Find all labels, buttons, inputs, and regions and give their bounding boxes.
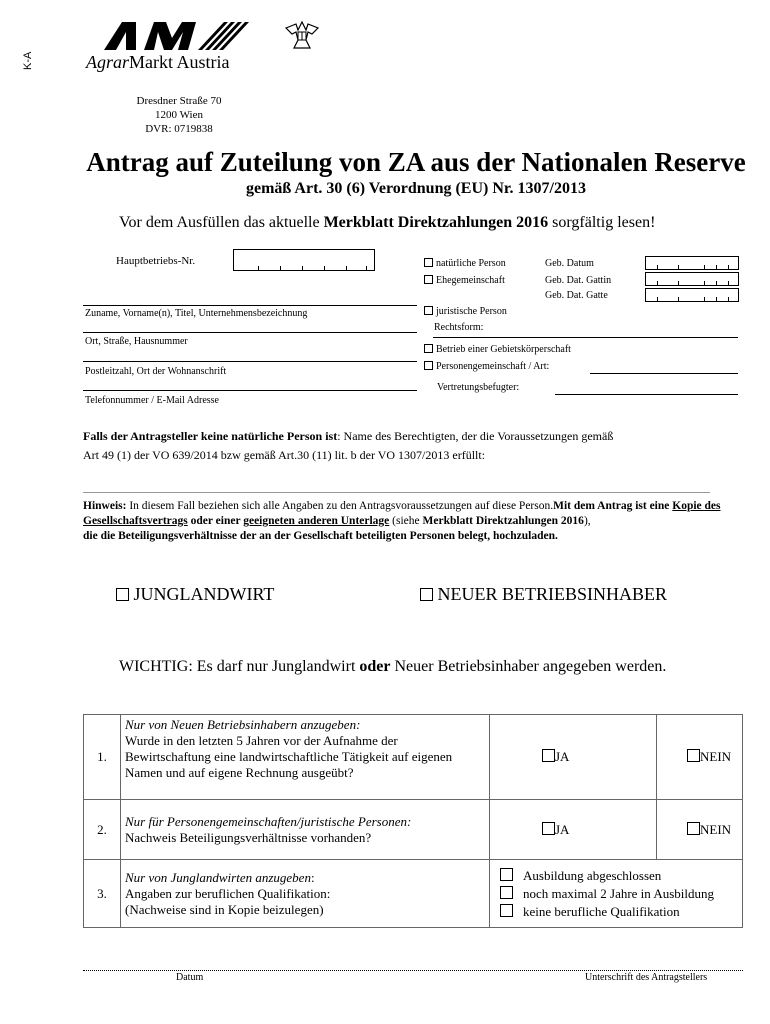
marriage-option[interactable]: Ehegemeinschaft (424, 275, 505, 286)
question-number: 2. (84, 800, 121, 860)
signature-label: Unterschrift des Antragstellers (585, 972, 708, 983)
birth-date-input[interactable] (645, 256, 739, 270)
checkbox-icon (687, 822, 700, 835)
neuer-betriebsinhaber-option[interactable]: NEUER BETRIEBSINHABER (420, 584, 667, 605)
question-text: Nur für Personengemeinschaften/juristische Personen: Nachweis Beteiligungsverhältnisse vorhanden? (121, 800, 490, 860)
address-street: Dresdner Straße 70 (136, 95, 222, 107)
question-text: Nur von Neuen Betriebsinhabern anzugeben: Wurde in den letzten 5 Jahren vor der Aufnahme der Bewirtschaftung eine landwirtschaftliche Tätigkeit auf eigenen Namen und auf eigene Rechnung ausgeübt? (121, 715, 490, 800)
birth-date-label: Geb. Datum (545, 258, 594, 269)
name-label: Zuname, Vorname(n), Titel, Unternehmensbezeichnung (85, 308, 308, 319)
question-number: 1. (84, 715, 121, 800)
street-label: Ort, Straße, Hausnummer (85, 336, 188, 347)
important-note: WICHTIG: Es darf nur Junglandwirt oder Neuer Betriebsinhaber angegeben werden. (119, 658, 667, 675)
questions-table (83, 714, 743, 928)
table-row (84, 860, 743, 928)
checkbox-icon (424, 306, 433, 315)
postal-line[interactable] (83, 361, 417, 362)
checkbox-icon (424, 344, 433, 353)
checkbox-icon[interactable] (420, 588, 433, 601)
austria-eagle-icon (282, 18, 322, 52)
hint-text: Hinweis: In diesem Fall beziehen sich alle Angaben zu den Antragsvoraussetzungen auf diese Person.Mit dem Antrag ist eine Kopie des Gesellschaftsvertrags oder einer geeigneten anderen Unterlage (siehe Merkblatt Direktzahlungen 2016), die die Beteiligungsverhältnisse der an der Gesellschaft beteiligten Personen belegt, hochzuladen. (83, 500, 721, 542)
table-row (84, 715, 743, 800)
checkbox-icon (500, 904, 513, 917)
ama-logo-icon (102, 20, 254, 52)
legal-person-option[interactable]: juristische Person (424, 306, 507, 317)
no-option[interactable]: NEIN (657, 715, 743, 800)
rechtsform-label: Rechtsform: (434, 322, 484, 333)
junglandwirt-option[interactable]: JUNGLANDWIRT (116, 584, 274, 605)
checkbox-icon (424, 275, 433, 284)
hauptbetrieb-label: Hauptbetriebs-Nr. (116, 255, 196, 267)
qualification-options (490, 860, 743, 928)
checkbox-icon (424, 258, 433, 267)
yes-option[interactable]: JA (490, 800, 657, 860)
postal-label: Postleitzahl, Ort der Wohnanschrift (85, 366, 227, 377)
birth-date-husband-label: Geb. Dat. Gatte (545, 290, 608, 301)
checkbox-icon (500, 886, 513, 899)
group-type-line[interactable] (590, 373, 738, 374)
checkbox-icon (542, 749, 555, 762)
no-option[interactable]: NEIN (657, 800, 743, 860)
birth-date-wife-input[interactable] (645, 272, 739, 286)
question-text: Nur von Junglandwirten anzugeben: Angaben zur beruflichen Qualifikation: (Nachweise sind in Kopie beizulegen) (121, 860, 490, 928)
birth-date-husband-input[interactable] (645, 288, 739, 302)
qualification-option-none[interactable]: keine berufliche Qualifikation (500, 903, 738, 921)
checkbox-icon (542, 822, 555, 835)
public-body-option[interactable]: Betrieb einer Gebietskörperschaft (424, 344, 571, 355)
page-subtitle: gemäß Art. 30 (6) Verordnung (EU) Nr. 1307/2013 (245, 180, 586, 197)
checkbox-icon (424, 361, 433, 370)
logo-text: AgrarMarkt Austria (86, 52, 230, 72)
natural-person-option[interactable]: natürliche Person (424, 258, 506, 269)
address-block (120, 94, 238, 136)
corner-code: K-A (22, 51, 34, 70)
checkbox-icon (500, 868, 513, 881)
checkbox-icon[interactable] (116, 588, 129, 601)
hauptbetrieb-input[interactable] (233, 249, 375, 271)
address-dvr: DVR: 0719838 (145, 123, 213, 135)
phone-line[interactable] (83, 390, 417, 391)
legal-note: Falls der Antragsteller keine natürliche Person ist: Name des Berechtigten, der die Voraussetzungen gemäß Art 49 (1) der VO 639/2014 bzw gemäß Art.30 (11) lit. b der VO 1307/2013 erfüllt: (83, 429, 614, 462)
yes-option[interactable]: JA (490, 715, 657, 800)
group-option[interactable]: Personengemeinschaft / Art: (424, 361, 549, 372)
checkbox-icon (687, 749, 700, 762)
page-title: Antrag auf Zuteilung von ZA aus der Nationalen Reserve (86, 147, 746, 177)
birth-date-wife-label: Geb. Dat. Gattin (545, 275, 612, 286)
legal-name-line[interactable] (83, 492, 710, 493)
street-line[interactable] (83, 332, 417, 333)
instruction-text: Vor dem Ausfüllen das aktuelle Merkblatt Direktzahlungen 2016 sorgfältig lesen! (119, 214, 656, 231)
rechtsform-line[interactable] (433, 337, 738, 338)
date-label: Datum (176, 972, 204, 983)
address-city: 1200 Wien (155, 109, 203, 121)
footer-line[interactable] (83, 970, 743, 971)
phone-label: Telefonnummer / E-Mail Adresse (85, 395, 219, 406)
name-line[interactable] (83, 305, 417, 306)
qualification-option-in-training[interactable]: noch maximal 2 Jahre in Ausbildung (500, 885, 738, 903)
qualification-option-completed[interactable]: Ausbildung abgeschlossen (500, 867, 738, 885)
question-number: 3. (84, 860, 121, 928)
table-row (84, 800, 743, 860)
representative-line[interactable] (555, 394, 738, 395)
representative-label: Vertretungsbefugter: (437, 382, 520, 393)
